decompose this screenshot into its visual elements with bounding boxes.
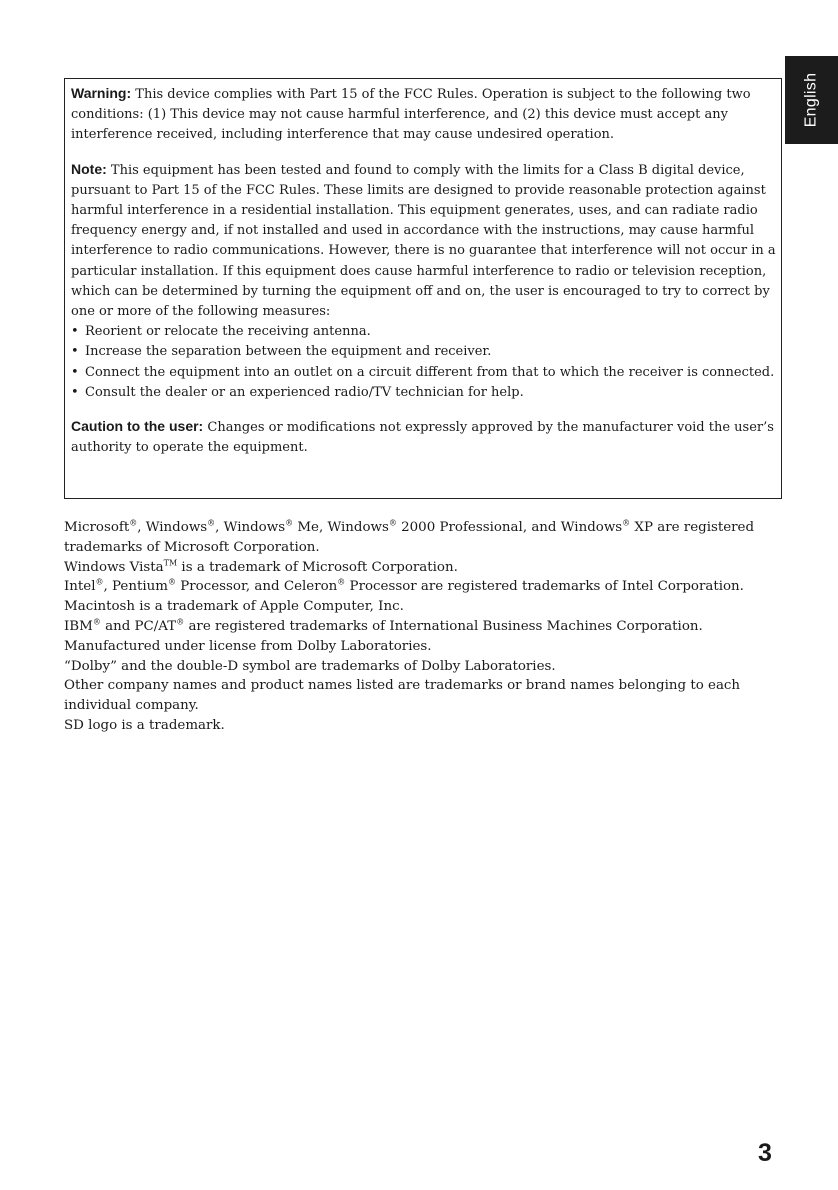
trademark-dolby-license: Manufactured under license from Dolby Laboratories.	[64, 638, 432, 654]
list-item: • Increase the separation between the equipment and receiver.	[71, 342, 777, 362]
fcc-notice-box	[64, 78, 782, 499]
trademarks-section	[64, 518, 784, 736]
language-tab	[785, 56, 838, 144]
trademark-apple: Macintosh is a trademark of Apple Computer, Inc.	[64, 599, 404, 615]
caution-label: Caution to the user:	[71, 418, 204, 435]
list-item: • Connect the equipment into an outlet on a circuit different from that to which the receiver is connected.	[71, 363, 777, 383]
list-item: • Consult the dealer or an experienced radio/TV technician for help.	[71, 383, 777, 403]
warning-label: Warning:	[71, 85, 132, 101]
note-paragraph	[71, 159, 777, 323]
trademark-ibm: IBM® and PC/AT® are registered trademarks of International Business Machines Corporation.	[64, 617, 703, 634]
page-number: 3	[758, 1139, 772, 1167]
trademark-sd: SD logo is a trademark.	[64, 717, 225, 733]
trademark-microsoft: Microsoft®, Windows®, Windows® Me, Windows® 2000 Professional, and Windows® XP are registered trademarks of Microsoft Corporation.	[64, 518, 755, 555]
trademark-vista: Windows Vista™ is a trademark of Microsoft Corporation.	[64, 558, 458, 575]
list-item: • Reorient or relocate the receiving antenna.	[71, 322, 777, 342]
interference-measures-list	[71, 322, 777, 403]
warning-text: This device complies with Part 15 of the FCC Rules. Operation is subject to the following two conditions: (1) This device may not cause harmful interference, and (2) this device must accept any interference received, including interference that may cause undesired operation.	[71, 87, 751, 143]
caution-paragraph	[71, 416, 777, 458]
language-tab-label: English	[802, 72, 820, 128]
trademark-intel: Intel®, Pentium® Processor, and Celeron® Processor are registered trademarks of Intel Corporation.	[64, 577, 744, 595]
warning-paragraph	[71, 83, 777, 146]
caution-text: Changes or modifications not expressly approved by the manufacturer void the user’s authority to operate the equipment.	[71, 420, 774, 456]
trademark-dolby: “Dolby” and the double-D symbol are trademarks of Dolby Laboratories.	[64, 658, 556, 674]
trademark-other: Other company names and product names listed are trademarks or brand names belonging to each individual company.	[64, 678, 741, 714]
note-text: This equipment has been tested and found to comply with the limits for a Class B digital device, pursuant to Part 15 of the FCC Rules. These limits are designed to provide reasonable protection against harmful interference in a residential installation. This equipment generates, uses, and can radiate radio frequency energy and, if not installed and used in accordance with the instructions, may cause harmful interference to radio communications. However, there is no guarantee that interference will not occur in a particular installation. If this equipment does cause harmful interference to radio or television reception, which can be determined by turning the equipment off and on, the user is encouraged to try to correct by one or more of the following measures:	[71, 162, 776, 320]
note-label: Note:	[71, 160, 107, 177]
